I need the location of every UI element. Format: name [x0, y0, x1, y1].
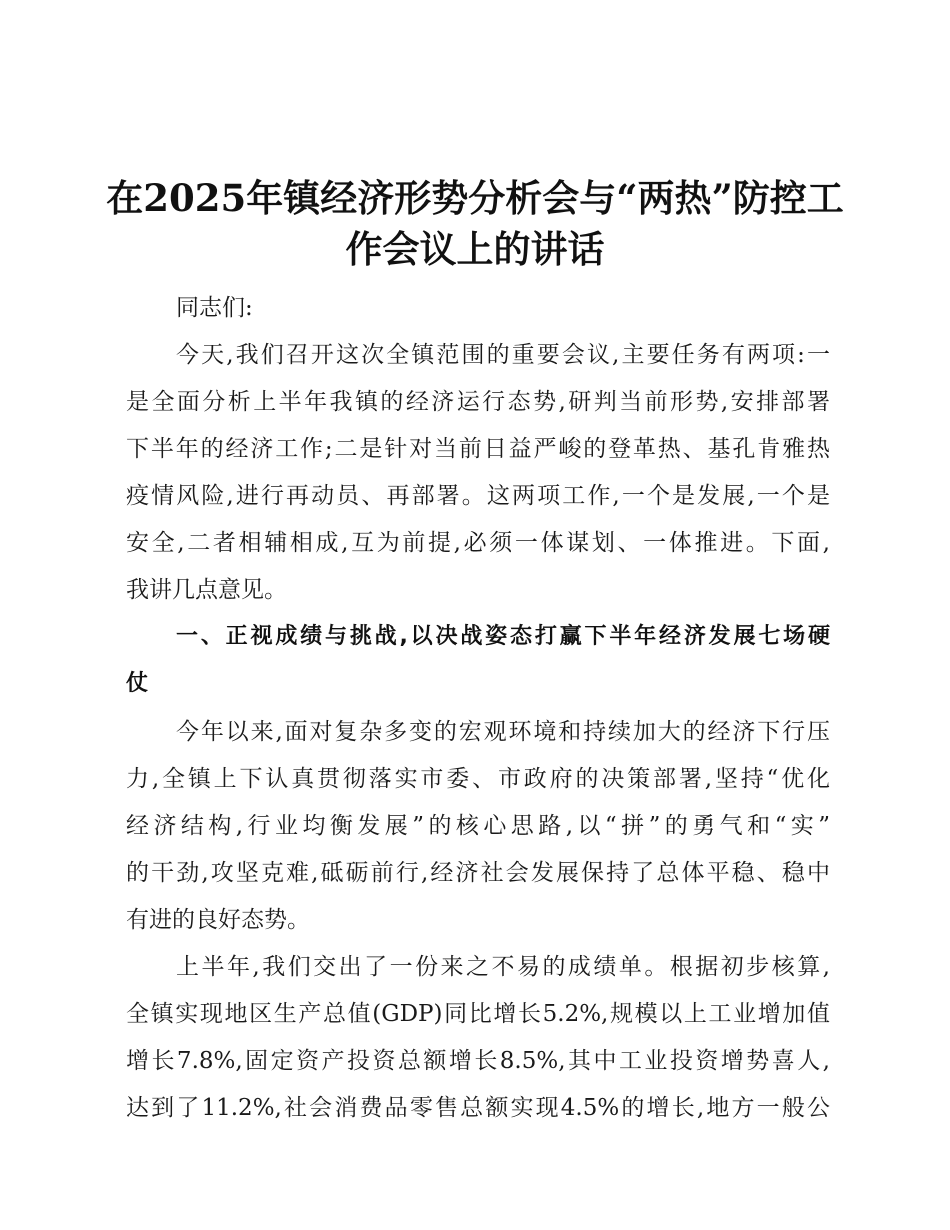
- paragraph-line: 经济结构,行业均衡发展”的核心思路,以“拼”的勇气和“实”: [126, 813, 830, 839]
- paragraph-line: 的干劲,攻坚克难,砥砺前行,经济社会发展保持了总体平稳、稳中: [126, 860, 830, 886]
- paragraph-line: 今年以来,面对复杂多变的宏观环境和持续加大的经济下行压: [176, 719, 830, 745]
- paragraph-line: 力,全镇上下认真贯彻落实市委、市政府的决策部署,坚持“优化: [126, 766, 830, 792]
- paragraph-line: 今天,我们召开这次全镇范围的重要会议,主要任务有两项:一: [176, 342, 830, 368]
- paragraph-line: 安全,二者相辅相成,互为前提,必须一体谋划、一体推进。下面,: [126, 530, 830, 556]
- section-heading-line: 仗: [126, 671, 149, 696]
- salutation: 同志们:: [176, 295, 253, 321]
- paragraph-line: 我讲几点意见。: [126, 577, 287, 603]
- paragraph-line: 疫情风险,进行再动员、再部署。这两项工作,一个是发展,一个是: [126, 483, 830, 509]
- section-heading-line: 一、正视成绩与挑战,以决战姿态打赢下半年经济发展七场硬: [176, 624, 830, 649]
- paragraph-line: 全镇实现地区生产总值(GDP)同比增长5.2%,规模以上工业增加值: [126, 1001, 830, 1027]
- document-title-line-2: 作会议上的讲话: [345, 227, 605, 271]
- document-title-line-1: 在2025年镇经济形势分析会与“两热”防控工: [106, 176, 844, 220]
- paragraph-line: 有进的良好态势。: [126, 907, 310, 933]
- paragraph-line: 达到了11.2%,社会消费品零售总额实现4.5%的增长,地方一般公: [126, 1095, 830, 1121]
- paragraph-line: 上半年,我们交出了一份来之不易的成绩单。根据初步核算,: [176, 954, 830, 980]
- paragraph-line: 增长7.8%,固定资产投资总额增长8.5%,其中工业投资增势喜人,: [126, 1048, 830, 1074]
- paragraph-line: 是全面分析上半年我镇的经济运行态势,研判当前形势,安排部署: [126, 389, 830, 415]
- paragraph-line: 下半年的经济工作;二是针对当前日益严峻的登革热、基孔肯雅热: [126, 436, 830, 462]
